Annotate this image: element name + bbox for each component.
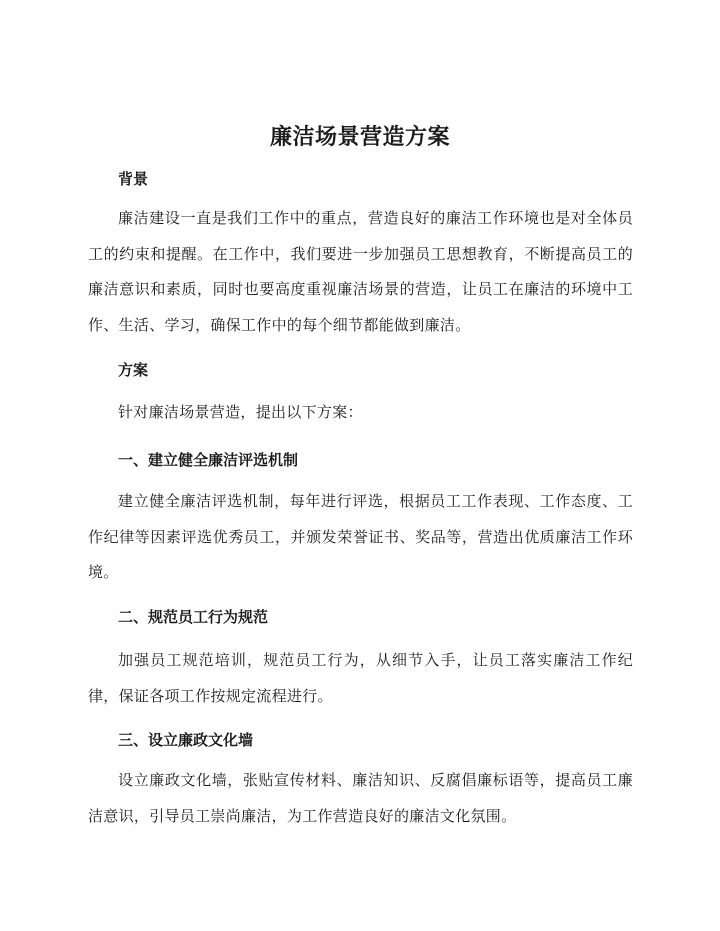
- subsection-paragraph-3: 设立廉政文化墙，张贴宣传材料、廉洁知识、反腐倡廉标语等，提高员工廉洁意识，引导员工崇尚廉洁，为工作营造良好的廉洁文化氛围。: [88, 771, 633, 825]
- section-heading-background: 背景: [118, 170, 149, 188]
- subsection-heading-3: 三、设立廉政文化墙: [118, 731, 254, 749]
- subsection-paragraph-2: 加强员工规范培训，规范员工行为，从细节入手，让员工落实廉洁工作纪律，保证各项工作按规定流程进行。: [88, 651, 633, 705]
- background-paragraph: 廉洁建设一直是我们工作中的重点，营造良好的廉洁工作环境也是对全体员工的约束和提醒。在工作中，我们要进一步加强员工思想教育，不断提高员工的廉洁意识和素质，同时也要高度重视廉洁场景的营造，让员工在廉洁的环境中工作、生活、学习，确保工作中的每个细节都能做到廉洁。: [88, 209, 633, 335]
- document-title: 廉洁场景营造方案: [269, 125, 450, 150]
- subsection-heading-2: 二、规范员工行为规范: [118, 608, 269, 626]
- subsection-paragraph-1: 建立健全廉洁评选机制，每年进行评选，根据员工工作表现、工作态度、工作纪律等因素评选优秀员工，并颁发荣誉证书、奖品等，营造出优质廉洁工作环境。: [88, 492, 633, 582]
- plan-intro-paragraph: 针对廉洁场景营造，提出以下方案：: [118, 403, 363, 421]
- subsection-heading-1: 一、建立健全廉洁评选机制: [118, 451, 299, 469]
- section-heading-plan: 方案: [118, 361, 149, 379]
